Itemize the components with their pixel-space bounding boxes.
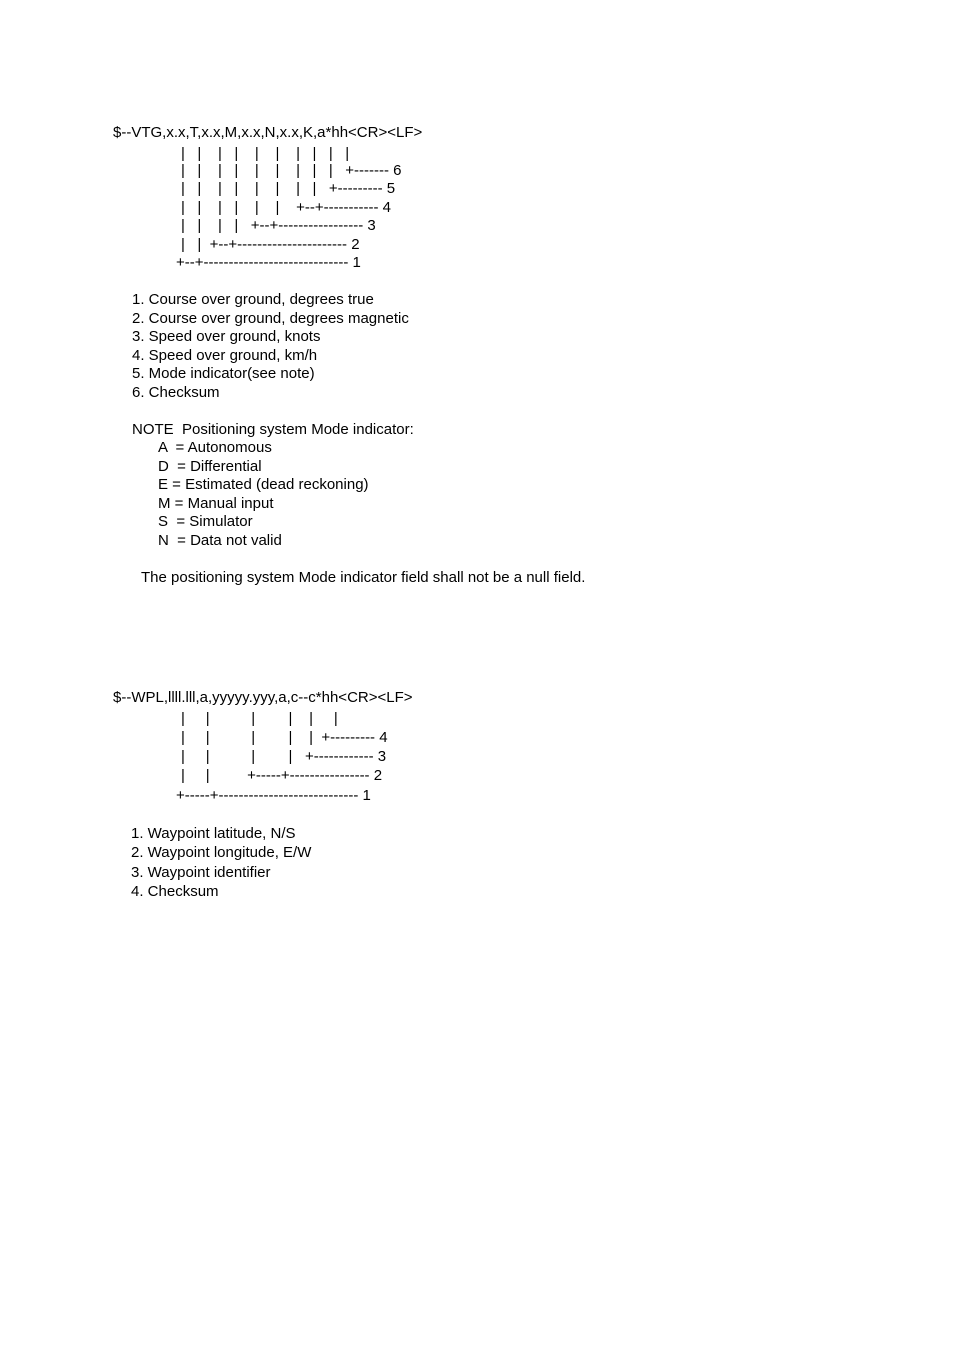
vtg-diagram-line: | | | | | | | | +--------- 5 [181,180,396,197]
vtg-mode-item: A = Autonomous [158,439,272,456]
vtg-diagram-line: | | | | +--+----------------- 3 [181,217,376,234]
wpl-diagram-line: | | | | | | [181,710,338,727]
vtg-mode-item: D = Differential [158,458,262,475]
wpl-diagram-line: | | | | +------------ 3 [181,748,387,765]
vtg-mode-item: M = Manual input [158,495,274,512]
vtg-diagram-line: | | | | | | +--+----------- 4 [181,199,392,216]
vtg-mode-item: E = Estimated (dead reckoning) [158,476,369,493]
vtg-note-text: The positioning system Mode indicator field shall not be a null field. [141,569,586,586]
vtg-mode-item: N = Data not valid [158,532,282,549]
vtg-field-item: 5. Mode indicator(see note) [132,365,315,382]
wpl-diagram-line: | | | | | +--------- 4 [181,729,388,746]
wpl-field-item: 4. Checksum [131,883,219,900]
vtg-mode-item: S = Simulator [158,513,253,530]
vtg-note-heading: NOTE Positioning system Mode indicator: [132,421,414,438]
wpl-diagram-line: | | +-----+---------------- 2 [181,767,383,784]
wpl-field-item: 2. Waypoint longitude, E/W [131,844,312,861]
vtg-diagram-line: +--+----------------------------- 1 [176,254,361,271]
vtg-field-item: 2. Course over ground, degrees magnetic [132,310,409,327]
wpl-diagram-line: +-----+---------------------------- 1 [176,787,371,804]
vtg-diagram-line: | | +--+---------------------- 2 [181,236,360,253]
wpl-sentence-format: $--WPL,llll.lll,a,yyyyy.yyy,a,c--c*hh<CR><LF> [113,689,413,706]
vtg-diagram-line: | | | | | | | | | +------- 6 [181,162,402,179]
vtg-field-item: 4. Speed over ground, km/h [132,347,318,364]
vtg-field-item: 6. Checksum [132,384,220,401]
wpl-field-item: 3. Waypoint identifier [131,864,271,881]
vtg-sentence-format: $--VTG,x.x,T,x.x,M,x.x,N,x.x,K,a*hh<CR><LF> [113,124,423,141]
vtg-diagram-line: | | | | | | | | | | [181,145,350,162]
vtg-field-item: 3. Speed over ground, knots [132,328,321,345]
vtg-field-item: 1. Course over ground, degrees true [132,291,374,308]
wpl-field-item: 1. Waypoint latitude, N/S [131,825,296,842]
